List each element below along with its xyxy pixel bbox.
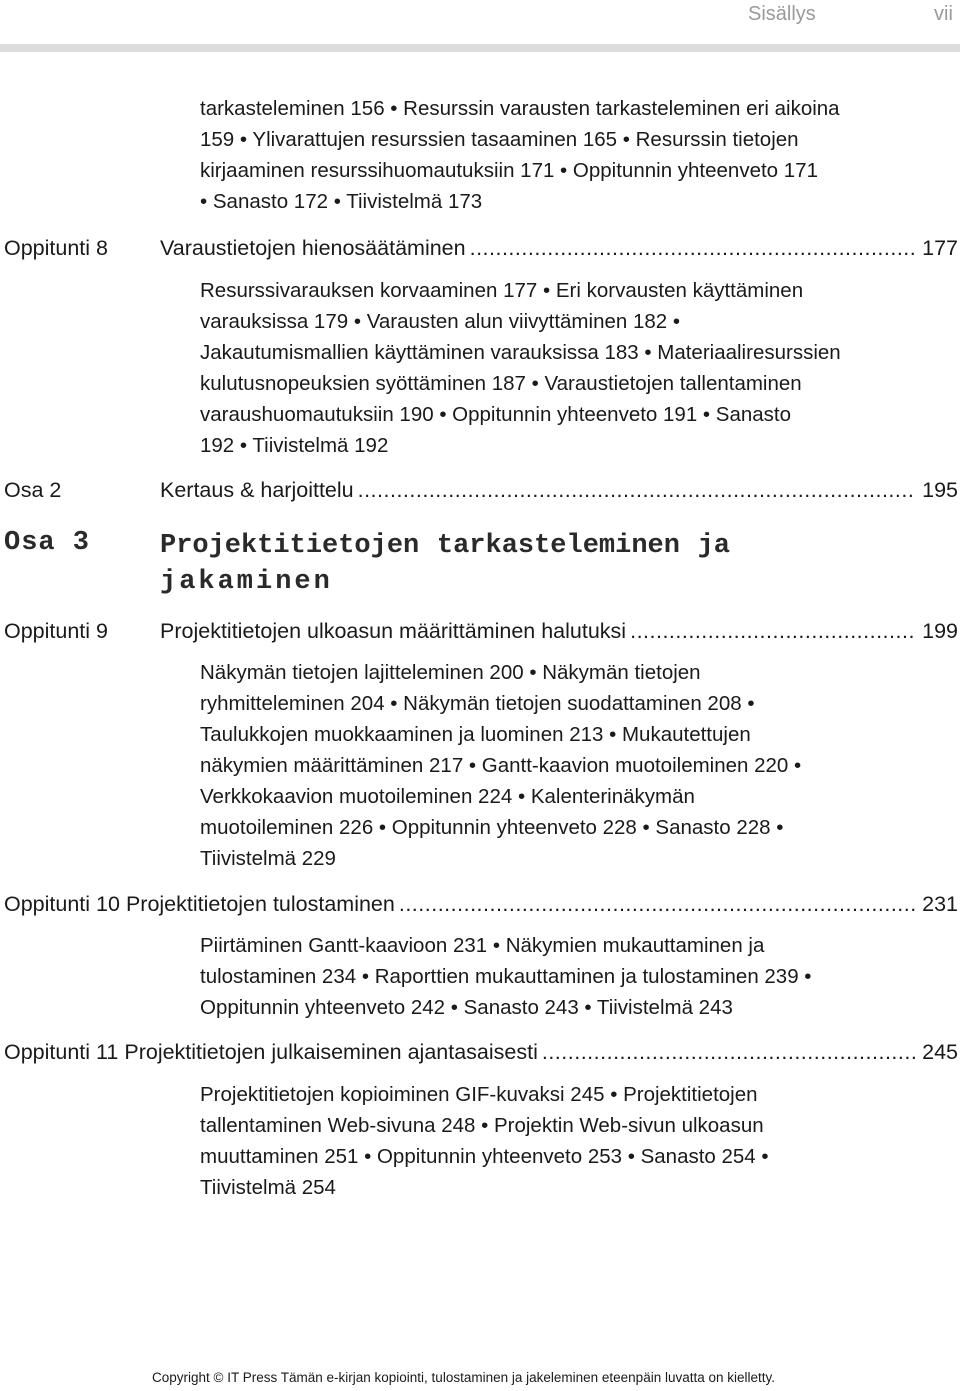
toc-entry-description <box>200 930 900 1023</box>
entry-title: Varaustietojen hienosäätäminen <box>160 236 466 260</box>
desc-line: näkymien määrittäminen 217 • Gantt-kaavion muotoileminen 220 • <box>200 754 802 777</box>
toc-entry-description <box>200 1079 900 1203</box>
toc-entry-lesson-10[interactable] <box>4 892 958 924</box>
desc-line: kulutusnopeuksien syöttäminen 187 • Varaustietojen tallentaminen <box>200 372 802 395</box>
copyright-footer: Copyright © IT Press Tämän e-kirjan kopiointi, tulostaminen ja jakeleminen eteenpäin luvatta on kielletty. <box>152 1370 776 1385</box>
toc-entry-lesson-8[interactable] <box>4 236 958 268</box>
toc-entry-description <box>200 275 900 461</box>
desc-line: varauksissa 179 • Varausten alun viivyttäminen 182 • <box>200 310 681 333</box>
entry-page-number: 231 <box>922 892 958 916</box>
desc-line: Taulukkojen muokkaaminen ja luominen 213 • Mukautettujen <box>200 723 751 746</box>
toc-entry-lesson-11[interactable] <box>4 1040 958 1072</box>
desc-line: tulostaminen 234 • Raporttien mukauttaminen ja tulostaminen 239 • <box>200 965 812 988</box>
part-3-title-line-1 <box>160 528 730 564</box>
dot-leader <box>470 236 917 261</box>
toc-continued-description <box>200 93 900 217</box>
entry-title: Projektitietojen julkaiseminen ajantasaisesti <box>124 1040 538 1064</box>
desc-line: Näkymän tietojen lajitteleminen 200 • Näkymän tietojen <box>200 661 701 684</box>
desc-line: muuttaminen 251 • Oppitunnin yhteenveto 253 • Sanasto 254 • <box>200 1145 769 1168</box>
running-head: Sisällys <box>748 3 816 25</box>
entry-title: Projektitietojen tulostaminen <box>125 892 395 916</box>
desc-line: • Sanasto 172 • Tiivistelmä 173 <box>200 190 483 213</box>
part-3-title-word: ja <box>697 531 730 561</box>
entry-label: Oppitunti 11 <box>4 1040 119 1064</box>
desc-line: ryhmitteleminen 204 • Näkymän tietojen suodattaminen 208 • <box>200 692 755 715</box>
desc-line: Tiivistelmä 254 <box>200 1176 336 1199</box>
entry-title: Projektitietojen ulkoasun määrittäminen halutuksi <box>160 619 627 643</box>
desc-line: Piirtäminen Gantt-kaavioon 231 • Näkymien mukauttaminen ja <box>200 934 765 957</box>
dot-leader <box>542 1040 916 1065</box>
desc-line: Jakautumismallien käyttäminen varauksissa 183 • Materiaaliresurssien <box>200 341 841 364</box>
entry-page-number: 195 <box>922 478 958 502</box>
page-header <box>0 0 960 46</box>
entry-label: Osa 2 <box>4 478 62 502</box>
desc-line: Tiivistelmä 229 <box>200 847 336 870</box>
part-3-title-word: Projektitietojen <box>160 531 420 561</box>
header-rule <box>0 44 960 52</box>
desc-line: tallentaminen Web-sivuna 248 • Projektin Web-sivun ulkoasun <box>200 1114 764 1137</box>
desc-line: tarkasteleminen 156 • Resurssin varausten tarkasteleminen eri aikoina <box>200 97 840 120</box>
part-3-title[interactable] <box>160 528 740 600</box>
entry-page-number: 245 <box>922 1040 958 1064</box>
desc-line: Oppitunnin yhteenveto 242 • Sanasto 243 • Tiivistelmä 243 <box>200 996 733 1019</box>
page-number: vii <box>934 3 953 25</box>
part-3-label: Osa 3 <box>4 528 91 558</box>
part-3-title-word: tarkasteleminen <box>436 531 680 561</box>
desc-line: Resurssivarauksen korvaaminen 177 • Eri korvausten käyttäminen <box>200 279 804 302</box>
dot-leader <box>630 619 916 644</box>
desc-line: Verkkokaavion muotoileminen 224 • Kalenterinäkymän <box>200 785 695 808</box>
desc-line: 159 • Ylivarattujen resurssien tasaaminen 165 • Resurssin tietojen <box>200 128 799 151</box>
toc-entry-description <box>200 657 900 874</box>
entry-label: Oppitunti 8 <box>4 236 108 260</box>
toc-entry-lesson-9[interactable] <box>4 619 958 651</box>
entry-page-number: 177 <box>922 236 958 260</box>
desc-line: Projektitietojen kopioiminen GIF-kuvaksi 245 • Projektitietojen <box>200 1083 758 1106</box>
desc-line: muotoileminen 226 • Oppitunnin yhteenveto 228 • Sanasto 228 • <box>200 816 784 839</box>
desc-line: 192 • Tiivistelmä 192 <box>200 434 389 457</box>
entry-label: Oppitunti 9 <box>4 619 108 643</box>
entry-title: Kertaus & harjoittelu <box>160 478 354 502</box>
entry-label: Oppitunti 10 <box>4 892 120 916</box>
part-3-title-line-2: jakaminen <box>160 567 333 597</box>
dot-leader <box>358 478 917 503</box>
desc-line: varaushuomautuksiin 190 • Oppitunnin yhteenveto 191 • Sanasto <box>200 403 792 426</box>
desc-line: kirjaaminen resurssihuomautuksiin 171 • Oppitunnin yhteenveto 171 <box>200 159 818 182</box>
entry-page-number: 199 <box>922 619 958 643</box>
dot-leader <box>399 892 916 917</box>
toc-entry-part-2[interactable] <box>4 478 958 510</box>
